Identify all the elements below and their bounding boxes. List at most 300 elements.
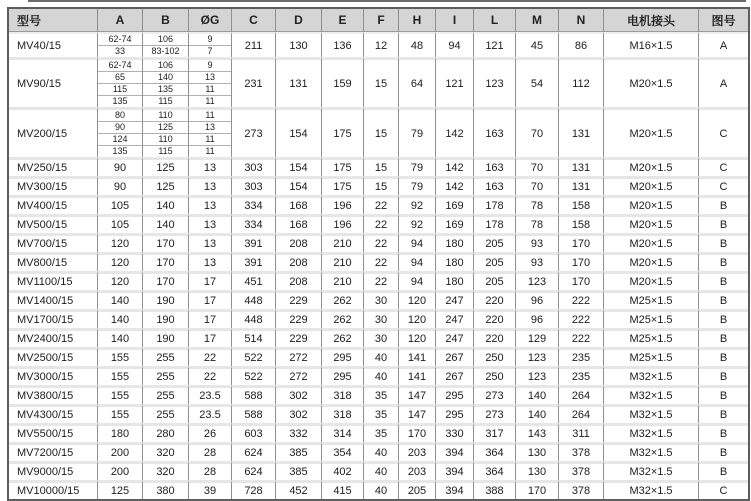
value-cell: 394: [435, 442, 473, 461]
value-cell: 123: [515, 347, 558, 366]
value-cell: 142: [435, 157, 473, 176]
value-cell: B: [698, 385, 748, 404]
value-cell: 208: [275, 271, 321, 290]
value-cell: 140: [97, 309, 142, 328]
sub-value: 13: [189, 121, 231, 133]
column-header-4: C: [231, 9, 275, 32]
value-cell: B: [698, 366, 748, 385]
value-cell: 26: [188, 423, 231, 442]
value-cell: 255: [142, 385, 188, 404]
sub-value: 62-74: [108, 60, 132, 70]
value-cell: 92: [398, 214, 435, 233]
value-cell: 45: [515, 32, 558, 57]
value-cell: 168: [275, 214, 321, 233]
table-row: [9, 57, 748, 107]
model-cell: MV5500/15: [9, 423, 97, 442]
value-cell: 262: [321, 309, 363, 328]
model-cell: MV400/15: [9, 195, 97, 214]
value-cell: 155: [97, 385, 142, 404]
sub-value: 106: [157, 34, 174, 44]
value-cell: 170: [142, 252, 188, 271]
value-cell: 130: [275, 32, 321, 57]
model-cell: MV9000/15: [9, 461, 97, 480]
table-row: [9, 328, 748, 347]
value-cell: 123: [515, 366, 558, 385]
value-cell: 15: [363, 176, 398, 195]
sub-value: 80: [114, 110, 125, 120]
value-cell: 264: [558, 404, 603, 423]
value-cell: 624: [231, 442, 275, 461]
value-cell: 178: [473, 195, 515, 214]
value-cell: 94: [398, 252, 435, 271]
value-cell: 40: [363, 366, 398, 385]
model-cell: MV300/15: [9, 176, 97, 195]
value-cell: 64: [398, 57, 435, 107]
value-cell: 196: [321, 214, 363, 233]
value-cell: 334: [231, 214, 275, 233]
table-row: [9, 271, 748, 290]
table-row: [9, 347, 748, 366]
value-cell: 158: [558, 214, 603, 233]
value-cell: 522: [231, 347, 275, 366]
value-cell: 23.5: [188, 404, 231, 423]
model-cell: MV4300/15: [9, 404, 97, 423]
value-cell: 200: [97, 461, 142, 480]
value-cell: 180: [97, 423, 142, 442]
table-row: [9, 404, 748, 423]
value-cell: 22: [188, 347, 231, 366]
value-cell: A: [698, 32, 748, 57]
value-cell: M32×1.5: [603, 366, 698, 385]
value-cell: M16×1.5: [603, 32, 698, 57]
model-cell: MV90/15: [9, 57, 97, 107]
value-cell: 140: [515, 404, 558, 423]
model-cell: MV1400/15: [9, 290, 97, 309]
value-cell: 79: [398, 157, 435, 176]
value-cell: 13: [188, 233, 231, 252]
value-cell: 330: [435, 423, 473, 442]
sub-value: 110: [143, 133, 188, 145]
value-cell: 603: [231, 423, 275, 442]
value-cell: B: [698, 442, 748, 461]
value-cell: 250: [473, 366, 515, 385]
value-cell: B: [698, 461, 748, 480]
value-cell: 302: [275, 385, 321, 404]
column-header-2: B: [142, 9, 188, 32]
value-cell: 205: [473, 271, 515, 290]
value-cell: 163: [473, 107, 515, 157]
value-cell: 13: [188, 157, 231, 176]
value-cell: 180: [435, 233, 473, 252]
value-cell: 70: [515, 107, 558, 157]
value-cell: 28: [188, 461, 231, 480]
table-row: [9, 385, 748, 404]
table-row: [9, 195, 748, 214]
value-cell: 136: [321, 32, 363, 57]
value-cell: 205: [473, 233, 515, 252]
model-cell: MV40/15: [9, 32, 97, 57]
value-cell: 30: [363, 290, 398, 309]
value-cell: 190: [142, 328, 188, 347]
value-cell: 222: [558, 328, 603, 347]
sub-value: 110: [158, 110, 173, 120]
value-cell: 264: [558, 385, 603, 404]
value-cell: M20×1.5: [603, 214, 698, 233]
value-cell: M20×1.5: [603, 107, 698, 157]
value-cell: 140: [142, 214, 188, 233]
value-cell: 155: [97, 366, 142, 385]
value-cell: 15: [363, 57, 398, 107]
value-cell: 170: [558, 252, 603, 271]
value-cell: 22: [363, 195, 398, 214]
value-cell: 222: [558, 309, 603, 328]
table-row: [9, 309, 748, 328]
value-cell: 220: [473, 309, 515, 328]
value-cell: M25×1.5: [603, 290, 698, 309]
value-cell: C: [698, 176, 748, 195]
model-cell: MV3800/15: [9, 385, 97, 404]
value-cell: 170: [142, 233, 188, 252]
value-cell: 92: [398, 195, 435, 214]
value-cell: 121: [473, 32, 515, 57]
column-header-9: I: [435, 9, 473, 32]
value-cell: 220: [473, 328, 515, 347]
value-cell: 94: [435, 32, 473, 57]
value-cell: 588: [231, 404, 275, 423]
value-cell: 154: [275, 107, 321, 157]
sub-value: 11: [205, 110, 215, 120]
value-cell: 70: [515, 157, 558, 176]
value-cell: 303: [231, 176, 275, 195]
value-cell: 247: [435, 309, 473, 328]
value-cell: 140: [515, 385, 558, 404]
value-cell: 273: [473, 385, 515, 404]
value-cell: 295: [321, 347, 363, 366]
value-cell: 154: [275, 176, 321, 195]
sub-value: 62-74: [108, 34, 132, 44]
value-cell: 211: [231, 32, 275, 57]
value-cell: 13: [188, 195, 231, 214]
value-cell: 364: [473, 442, 515, 461]
value-cell: 17: [188, 328, 231, 347]
value-cell: 180: [435, 252, 473, 271]
column-header-1: A: [97, 9, 142, 32]
value-cell: 267: [435, 347, 473, 366]
value-cell: 229: [275, 328, 321, 347]
value-cell: 415: [321, 480, 363, 499]
value-cell: [142, 32, 188, 57]
value-cell: M32×1.5: [603, 385, 698, 404]
value-cell: 170: [515, 480, 558, 499]
value-cell: 131: [558, 176, 603, 195]
column-header-0: 型号: [9, 9, 97, 32]
value-cell: 125: [142, 157, 188, 176]
model-cell: MV200/15: [9, 107, 97, 157]
value-cell: 22: [188, 366, 231, 385]
value-cell: 255: [142, 347, 188, 366]
value-cell: 175: [321, 157, 363, 176]
sub-value: 11: [189, 145, 231, 157]
value-cell: 40: [363, 480, 398, 499]
value-cell: [188, 107, 231, 157]
value-cell: 314: [321, 423, 363, 442]
value-cell: 208: [275, 252, 321, 271]
value-cell: 452: [275, 480, 321, 499]
value-cell: 22: [363, 271, 398, 290]
value-cell: 514: [231, 328, 275, 347]
value-cell: 40: [363, 461, 398, 480]
value-cell: M25×1.5: [603, 347, 698, 366]
value-cell: 130: [515, 461, 558, 480]
value-cell: 120: [398, 309, 435, 328]
value-cell: B: [698, 404, 748, 423]
value-cell: 385: [275, 442, 321, 461]
value-cell: 79: [398, 176, 435, 195]
value-cell: [97, 32, 142, 57]
value-cell: 272: [275, 366, 321, 385]
value-cell: 154: [275, 157, 321, 176]
value-cell: [97, 57, 142, 107]
value-cell: B: [698, 271, 748, 290]
value-cell: 120: [97, 233, 142, 252]
value-cell: 203: [398, 461, 435, 480]
value-cell: 180: [435, 271, 473, 290]
value-cell: 143: [515, 423, 558, 442]
value-cell: 90: [97, 157, 142, 176]
value-cell: B: [698, 328, 748, 347]
value-cell: 247: [435, 328, 473, 347]
table-body: [9, 32, 748, 499]
table-row: [9, 423, 748, 442]
value-cell: M32×1.5: [603, 423, 698, 442]
sub-value: 124: [98, 133, 142, 145]
value-cell: 120: [398, 328, 435, 347]
sub-value: 90: [98, 121, 142, 133]
sub-value: 65: [98, 71, 142, 83]
column-header-7: F: [363, 9, 398, 32]
model-cell: MV1100/15: [9, 271, 97, 290]
value-cell: 169: [435, 214, 473, 233]
value-cell: C: [698, 157, 748, 176]
value-cell: 17: [188, 271, 231, 290]
value-cell: 448: [231, 290, 275, 309]
value-cell: 131: [558, 107, 603, 157]
value-cell: 334: [231, 195, 275, 214]
value-cell: 121: [435, 57, 473, 107]
value-cell: B: [698, 233, 748, 252]
value-cell: 354: [321, 442, 363, 461]
value-cell: 728: [231, 480, 275, 499]
value-cell: 332: [275, 423, 321, 442]
value-cell: C: [698, 107, 748, 157]
top-rule-line: [28, 0, 746, 2]
value-cell: 170: [142, 271, 188, 290]
value-cell: 163: [473, 176, 515, 195]
sub-value: 115: [98, 83, 142, 95]
value-cell: 203: [398, 442, 435, 461]
value-cell: 262: [321, 290, 363, 309]
header-row: [9, 9, 748, 32]
value-cell: 190: [142, 290, 188, 309]
value-cell: 35: [363, 404, 398, 423]
value-cell: 158: [558, 195, 603, 214]
column-header-12: N: [558, 9, 603, 32]
value-cell: 255: [142, 404, 188, 423]
value-cell: 96: [515, 309, 558, 328]
value-cell: 320: [142, 442, 188, 461]
value-cell: 588: [231, 385, 275, 404]
value-cell: 48: [398, 32, 435, 57]
value-cell: 112: [558, 57, 603, 107]
value-cell: 255: [142, 366, 188, 385]
value-cell: M25×1.5: [603, 309, 698, 328]
sub-value: 11: [189, 95, 231, 107]
value-cell: M32×1.5: [603, 461, 698, 480]
value-cell: 22: [363, 233, 398, 252]
value-cell: 22: [363, 252, 398, 271]
value-cell: 28: [188, 442, 231, 461]
value-cell: 12: [363, 32, 398, 57]
value-cell: 142: [435, 107, 473, 157]
value-cell: C: [698, 480, 748, 499]
value-cell: 302: [275, 404, 321, 423]
model-cell: MV250/15: [9, 157, 97, 176]
value-cell: [188, 32, 231, 57]
value-cell: 388: [473, 480, 515, 499]
value-cell: 311: [558, 423, 603, 442]
value-cell: 295: [321, 366, 363, 385]
value-cell: 140: [97, 328, 142, 347]
value-cell: 229: [275, 290, 321, 309]
sub-value: 135: [143, 83, 188, 95]
value-cell: 220: [473, 290, 515, 309]
value-cell: 155: [97, 404, 142, 423]
sub-value: 11: [189, 83, 231, 95]
value-cell: 320: [142, 461, 188, 480]
value-cell: B: [698, 214, 748, 233]
value-cell: A: [698, 57, 748, 107]
value-cell: 86: [558, 32, 603, 57]
value-cell: B: [698, 252, 748, 271]
value-cell: 318: [321, 404, 363, 423]
column-header-6: E: [321, 9, 363, 32]
sub-value: 13: [189, 71, 231, 83]
value-cell: 147: [398, 385, 435, 404]
value-cell: 210: [321, 252, 363, 271]
value-cell: M20×1.5: [603, 233, 698, 252]
value-cell: 391: [231, 252, 275, 271]
value-cell: 140: [142, 195, 188, 214]
sub-value: 83-102: [143, 45, 188, 57]
value-cell: 169: [435, 195, 473, 214]
model-cell: MV7200/15: [9, 442, 97, 461]
value-cell: 70: [515, 176, 558, 195]
value-cell: 272: [275, 347, 321, 366]
value-cell: M32×1.5: [603, 480, 698, 499]
value-cell: 280: [142, 423, 188, 442]
value-cell: [97, 107, 142, 157]
sub-value: 115: [143, 95, 188, 107]
table-row: [9, 442, 748, 461]
value-cell: B: [698, 347, 748, 366]
value-cell: 129: [515, 328, 558, 347]
table-row: [9, 461, 748, 480]
column-header-5: D: [275, 9, 321, 32]
value-cell: 210: [321, 271, 363, 290]
value-cell: [142, 57, 188, 107]
table-row: [9, 157, 748, 176]
value-cell: M20×1.5: [603, 57, 698, 107]
value-cell: 208: [275, 233, 321, 252]
model-cell: MV800/15: [9, 252, 97, 271]
model-cell: MV500/15: [9, 214, 97, 233]
value-cell: 90: [97, 176, 142, 195]
value-cell: 273: [231, 107, 275, 157]
value-cell: 120: [97, 271, 142, 290]
table-row: [9, 366, 748, 385]
sub-value: 135: [98, 95, 142, 107]
value-cell: 35: [363, 385, 398, 404]
value-cell: 250: [473, 347, 515, 366]
column-header-3: ØG: [188, 9, 231, 32]
value-cell: 13: [188, 214, 231, 233]
value-cell: 54: [515, 57, 558, 107]
value-cell: 624: [231, 461, 275, 480]
model-cell: MV2500/15: [9, 347, 97, 366]
value-cell: 131: [558, 157, 603, 176]
value-cell: 125: [97, 480, 142, 499]
value-cell: 262: [321, 328, 363, 347]
value-cell: 168: [275, 195, 321, 214]
value-cell: 317: [473, 423, 515, 442]
value-cell: 200: [97, 442, 142, 461]
value-cell: 15: [363, 107, 398, 157]
table-row: [9, 32, 748, 57]
table-row: [9, 252, 748, 271]
value-cell: 235: [558, 366, 603, 385]
sub-value: 115: [143, 145, 188, 157]
value-cell: M20×1.5: [603, 157, 698, 176]
value-cell: 295: [435, 404, 473, 423]
value-cell: 120: [97, 252, 142, 271]
value-cell: 235: [558, 347, 603, 366]
value-cell: 17: [188, 309, 231, 328]
value-cell: 141: [398, 347, 435, 366]
value-cell: 229: [275, 309, 321, 328]
value-cell: 23.5: [188, 385, 231, 404]
value-cell: 130: [515, 442, 558, 461]
value-cell: 222: [558, 290, 603, 309]
value-cell: 30: [363, 328, 398, 347]
value-cell: M20×1.5: [603, 195, 698, 214]
value-cell: 105: [97, 214, 142, 233]
value-cell: 78: [515, 195, 558, 214]
value-cell: 170: [558, 233, 603, 252]
value-cell: 178: [473, 214, 515, 233]
value-cell: 267: [435, 366, 473, 385]
model-cell: MV700/15: [9, 233, 97, 252]
model-cell: MV3000/15: [9, 366, 97, 385]
value-cell: 318: [321, 385, 363, 404]
value-cell: 273: [473, 404, 515, 423]
value-cell: M20×1.5: [603, 271, 698, 290]
value-cell: B: [698, 309, 748, 328]
value-cell: 15: [363, 157, 398, 176]
sub-value: 135: [98, 145, 142, 157]
table-row: [9, 214, 748, 233]
value-cell: 94: [398, 233, 435, 252]
value-cell: 22: [363, 214, 398, 233]
